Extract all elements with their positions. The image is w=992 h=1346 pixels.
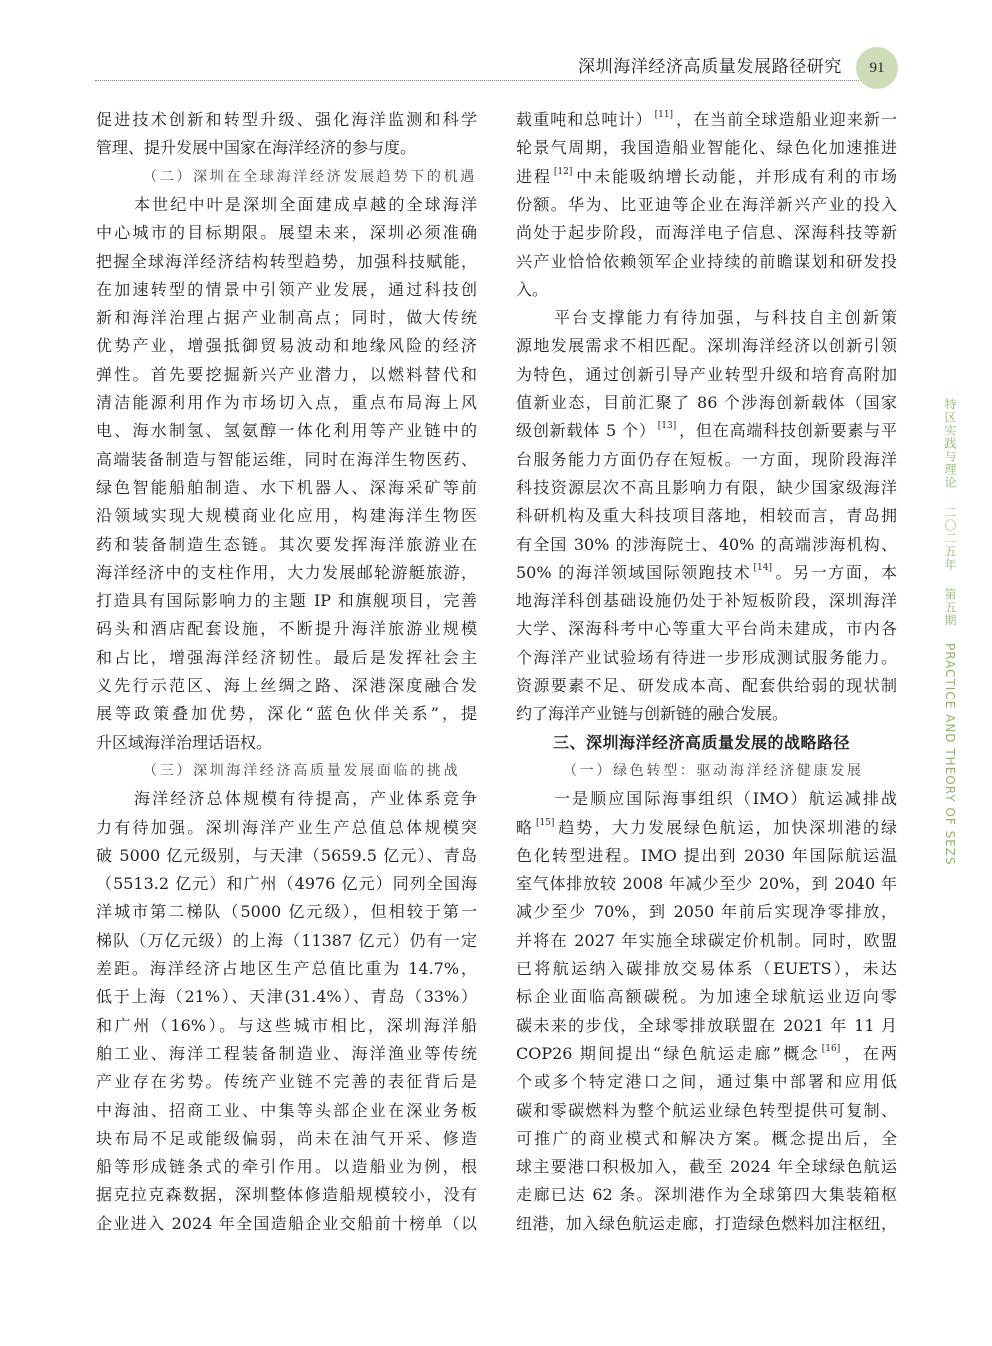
text-line	[96, 870, 477, 898]
line-text: 大学、深海科考中心等重大平台尚未建成，市内各	[516, 619, 897, 639]
line-text: 个海洋产业试验场有待进一步形成测试服务能力。	[516, 647, 897, 667]
line-text: （二）深圳在全球海洋经济发展趋势下的机遇	[143, 168, 477, 185]
text-line	[516, 1097, 897, 1125]
text-line	[516, 163, 897, 191]
line-text: 趋势，大力发展绿色航运，加快深圳港的绿	[556, 817, 897, 837]
line-text: 。另一方面，本	[773, 562, 897, 582]
journal-name: 特区实践与理论	[943, 398, 957, 489]
line-text: 入。	[516, 279, 549, 299]
text-line	[96, 1210, 477, 1238]
text-line	[96, 644, 477, 672]
text-line	[516, 219, 897, 247]
text-line	[96, 927, 477, 955]
line-text: 打造具有国际影响力的主题 IP 和旗舰项目，完善	[96, 591, 477, 611]
text-line	[516, 1068, 897, 1096]
line-text: 破 5000 亿元级别，与天津（5659.5 亿元）、青岛	[96, 845, 477, 865]
line-text: 据克拉克森数据，深圳整体修造船规模较小，没有	[96, 1185, 477, 1205]
text-line	[516, 587, 897, 615]
text-line	[96, 1153, 477, 1181]
text-line	[96, 134, 477, 162]
line-text: （5513.2 亿元）和广州（4976 亿元）同列全国海	[96, 874, 477, 894]
line-text: 三、深圳海洋经济高质量发展的战略路径	[553, 732, 851, 752]
line-text: 新和海洋治理占据产业制高点；同时，做大传统	[96, 308, 477, 328]
text-line	[516, 927, 897, 955]
line-text: 碳和零碳燃料为整个航运业绿色转型提供可复制、	[516, 1100, 897, 1120]
line-text: 一是顺应国际海事组织（IMO）航运减排战	[554, 789, 897, 809]
line-text: ，在两	[842, 1043, 897, 1063]
journal-year: 二〇二五年	[943, 505, 957, 571]
line-text: ，在当前全球造船业迎来新一	[675, 110, 897, 129]
line-text: 并将在 2027 年实施全球碳定价机制。同时，欧盟	[516, 930, 897, 950]
line-text: 升区域海洋治理话语权。	[96, 732, 273, 752]
text-line	[96, 417, 477, 445]
text-line	[516, 1040, 897, 1068]
text-line	[516, 1153, 897, 1181]
text-line	[516, 1181, 897, 1209]
line-text: 中海油、招商工业、中集等头部企业在深业务板	[96, 1100, 477, 1120]
line-text: 中未能吸纳增长动能，并形成有利的市场	[574, 166, 897, 186]
line-text: 梯队（万亿元级）的上海（11387 亿元）仍有一定	[96, 930, 477, 950]
text-line	[516, 304, 897, 332]
text-line	[516, 644, 897, 672]
citation-marker: [11]	[654, 110, 674, 120]
line-text: 药和装备制造生态链。其次要发挥海洋旅游业在	[96, 534, 477, 554]
text-line	[96, 502, 477, 530]
section-heading	[516, 729, 897, 757]
text-line	[516, 191, 897, 219]
text-line	[516, 842, 897, 870]
text-line	[96, 1125, 477, 1153]
citation-marker: [12]	[553, 166, 573, 177]
line-text: 份额。华为、比亚迪等企业在海洋新兴产业的投入	[516, 194, 897, 214]
line-text: 本世纪中叶是深圳全面建成卓越的全球海洋	[134, 194, 477, 214]
text-line	[96, 559, 477, 587]
text-line	[516, 446, 897, 474]
line-text: 源地发展需求不相匹配。深圳海洋经济以创新引领	[516, 336, 897, 356]
line-text: 50% 的海洋领域国际领跑技术	[516, 562, 752, 582]
text-line	[96, 983, 477, 1011]
line-text: 和占比，增强海洋经济韧性。最后是发挥社会主	[96, 647, 477, 667]
line-text: 高端装备制造与智能运维，同时在海洋生物医药、	[96, 449, 477, 469]
line-text: 块布局不足或能级偏弱，尚未在油气开采、修造	[96, 1128, 477, 1148]
line-text: （三）深圳海洋经济高质量发展面临的挑战	[143, 762, 461, 779]
text-line	[96, 1068, 477, 1096]
text-line	[516, 502, 897, 530]
line-text: 差距。海洋经济占地区生产总值比重为 14.7%，	[96, 959, 477, 978]
text-line	[516, 1012, 897, 1040]
text-line	[516, 389, 897, 417]
line-text: 科技资源层次不高且影响力有限，缺少国家级海洋	[516, 477, 897, 497]
text-line	[516, 700, 897, 728]
header-divider	[95, 80, 861, 81]
line-text: 碳未来的步伐，全球零排放联盟在 2021 年 11 月	[516, 1015, 897, 1035]
line-text: 兴产业恰恰依赖领军企业持续的前瞻谋划和研发投	[516, 251, 897, 271]
text-line	[96, 785, 477, 813]
line-text: 海洋经济总体规模有待提高，产业体系竞争	[134, 789, 477, 809]
line-text: 个或多个特定港口之间，通过集中部署和应用低	[516, 1072, 897, 1092]
text-line	[96, 615, 477, 643]
line-text: 载重吨和总吨计）	[516, 110, 653, 129]
citation-marker: [15]	[535, 817, 555, 828]
subsection-heading	[516, 757, 897, 785]
line-text: 船等形成链条式的牵引作用。以造船业为例，根	[96, 1157, 477, 1177]
text-line	[516, 955, 897, 983]
line-text: 海洋经济中的支柱作用，大力发展邮轮游艇旅游，	[96, 562, 477, 582]
line-text: 码头和酒店配套设施，不断提升海洋旅游业规模	[96, 619, 477, 639]
line-text: 级创新载体 5 个）	[516, 421, 656, 441]
text-line	[516, 106, 897, 134]
text-line	[516, 1210, 897, 1238]
text-line	[96, 1040, 477, 1068]
text-line	[516, 898, 897, 926]
text-line	[96, 672, 477, 700]
text-line	[96, 219, 477, 247]
line-text: 已将航运纳入碳排放交易体系（EUETS），未达	[516, 959, 897, 978]
line-text: 资源要素不足、研发成本高、配套供给弱的现状制	[516, 676, 897, 695]
subsection-heading	[96, 163, 477, 191]
text-line	[96, 587, 477, 615]
line-text: 和广州（16%）。与这些城市相比，深圳海洋船	[96, 1015, 477, 1035]
text-line	[516, 248, 897, 276]
text-line	[516, 785, 897, 813]
text-line	[516, 361, 897, 389]
text-line	[96, 248, 477, 276]
text-line	[516, 814, 897, 842]
page-number-badge: 91	[856, 47, 898, 89]
text-line	[516, 332, 897, 360]
line-text: 促进技术创新和转型升级、强化海洋监测和科学	[96, 110, 477, 129]
text-line	[516, 615, 897, 643]
running-header-title: 深圳海洋经济高质量发展路径研究	[578, 57, 842, 77]
text-line	[96, 1097, 477, 1125]
line-text: 减少至少 70%，到 2050 年前后实现净零排放，	[516, 902, 897, 922]
text-line	[516, 134, 897, 162]
text-line	[96, 474, 477, 502]
text-line	[516, 1125, 897, 1153]
text-line	[96, 700, 477, 728]
line-text: 管理、提升发展中国家在海洋经济的参与度。	[96, 138, 417, 158]
line-text: COP26 期间提出“绿色航运走廊”概念	[516, 1043, 820, 1063]
text-line	[516, 417, 897, 445]
text-line	[96, 898, 477, 926]
text-line	[516, 672, 897, 700]
line-text: 舶工业、海洋工程装备制造业、海洋渔业等传统	[96, 1043, 477, 1063]
line-text: 力有待加强。深圳海洋产业生产总值总体规模突	[96, 817, 477, 837]
line-text: 球主要港口积极加入，截至 2024 年全球绿色航运	[516, 1157, 897, 1177]
line-text: 略	[516, 817, 534, 837]
journal-sidebar	[942, 398, 959, 878]
text-line	[96, 842, 477, 870]
citation-marker: [16]	[821, 1043, 841, 1054]
citation-marker: [14]	[753, 562, 772, 573]
text-line	[96, 332, 477, 360]
line-text: 尚处于起步阶段，而海洋电子信息、深海科技等新	[516, 223, 897, 243]
text-line	[516, 983, 897, 1011]
line-text: 色化转型进程。IMO 提出到 2030 年国际航运温	[516, 845, 897, 865]
citation-marker: [13]	[657, 421, 677, 432]
line-text: 沿领域实现大规模商业化应用，构建海洋生物医	[96, 506, 477, 526]
line-text: 优势产业，增强抵御贸易波动和地缘风险的经济	[96, 336, 477, 356]
line-text: 义先行示范区、海上丝绸之路、深港深度融合发	[96, 676, 477, 695]
line-text: 科研机构及重大科技项目落地，相较而言，青岛拥	[516, 506, 897, 526]
journal-issue: 第五期	[943, 587, 957, 627]
line-text: 纽港，加入绿色航运走廊，打造绿色燃料加注枢纽，	[516, 1213, 897, 1233]
line-text: 弹性。首先要挖掘新兴产业潜力，以燃料替代和	[96, 364, 477, 384]
line-text: 室气体排放较 2008 年减少至少 20%，到 2040 年	[516, 874, 897, 894]
line-text: 可推广的商业模式和解决方案。概念提出后，全	[516, 1128, 897, 1148]
line-text: 走廊已达 62 条。深圳港作为全球第四大集装箱枢	[516, 1185, 897, 1205]
text-line	[516, 870, 897, 898]
line-text: 平台支撑能力有待加强，与科技自主创新策	[554, 308, 897, 328]
text-line	[96, 1012, 477, 1040]
text-line	[96, 304, 477, 332]
line-text: （一）绿色转型：驱动海洋经济健康发展	[563, 762, 864, 779]
text-line	[96, 814, 477, 842]
line-text: 绿色智能船舶制造、水下机器人、深海采矿等前	[96, 477, 477, 497]
line-text: 低于上海（21%）、天津(31.4%）、青岛（33%）	[96, 987, 477, 1007]
line-text: 展等政策叠加优势，深化“蓝色伙伴关系”，提	[96, 704, 477, 724]
text-line	[96, 531, 477, 559]
text-line	[96, 389, 477, 417]
text-line	[96, 955, 477, 983]
line-text: 台服务能力方面仍存在短板。一方面，现阶段海洋	[516, 449, 897, 469]
text-line	[516, 531, 897, 559]
text-line	[516, 559, 897, 587]
text-line	[516, 474, 897, 502]
line-text: 企业进入 2024 年全国造船企业交船前十榜单（以	[96, 1213, 477, 1233]
line-text: 洋城市第二梯队（5000 亿元级），但相较于第一	[96, 902, 477, 922]
line-text: ，但在高端科技创新要素与平	[678, 421, 897, 441]
text-line	[96, 729, 477, 757]
text-line	[516, 276, 897, 304]
line-text: 地海洋科创基础设施仍处于补短板阶段，深圳海洋	[516, 591, 897, 611]
line-text: 把握全球海洋经济结构转型趋势，加强科技赋能，	[96, 251, 477, 271]
journal-english-name: PRACTICE AND THEORY OF SEZS	[943, 643, 957, 867]
line-text: 产业存在劣势。传统产业链不完善的表征背后是	[96, 1072, 477, 1092]
text-line	[96, 446, 477, 474]
line-text: 电、海水制氢、氢氨醇一体化利用等产业链中的	[96, 421, 477, 441]
line-text: 值新业态，目前汇聚了 86 个涉海创新载体（国家	[516, 393, 897, 412]
text-line	[96, 276, 477, 304]
text-line	[96, 1181, 477, 1209]
line-text: 约了海洋产业链与创新链的融合发展。	[516, 704, 789, 724]
line-text: 在加速转型的情景中引领产业发展，通过科技创	[96, 279, 477, 299]
text-line	[96, 361, 477, 389]
text-line	[96, 106, 477, 134]
line-text: 轮景气周期，我国造船业智能化、绿色化加速推进	[516, 138, 897, 158]
text-line	[96, 191, 477, 219]
line-text: 进程	[516, 166, 552, 186]
line-text: 有全国 30% 的涉海院士、40% 的高端涉海机构、	[516, 534, 897, 554]
subsection-heading	[96, 757, 477, 785]
line-text: 为特色，通过创新引导产业转型升级和培育高附加	[516, 364, 897, 384]
line-text: 中心城市的目标期限。展望未来，深圳必须准确	[96, 223, 477, 243]
line-text: 清洁能源利用作为市场切入点，重点布局海上风	[96, 393, 477, 412]
line-text: 标企业面临高额碳税。为加速全球航运业迈向零	[516, 987, 897, 1007]
